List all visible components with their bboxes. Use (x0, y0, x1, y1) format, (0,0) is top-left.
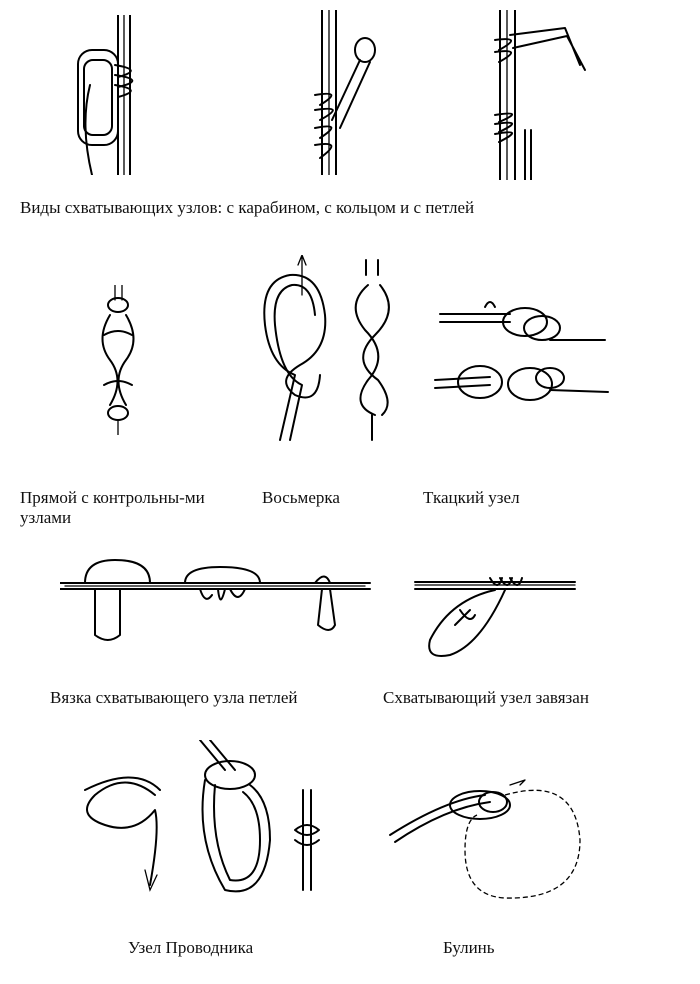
prusik-carabiner-illustration (70, 15, 160, 175)
guide-knot-illustration (65, 740, 345, 895)
tying-prusik-illustration (60, 555, 380, 645)
weaver-knot-illustration (430, 292, 610, 422)
caption-tying-prusik: Вязка схватывающего узла петлей (50, 688, 298, 707)
caption-weaver-knot: Ткацкий узел (423, 488, 520, 507)
caption-prusik-types: Виды схватывающих узлов: с карабином, с кольцом и с петлей (20, 198, 475, 217)
prusik-tied-illustration (410, 570, 580, 670)
prusik-ring-illustration (300, 10, 400, 175)
caption-prusik-tied: Схватывающий узел завязан (383, 688, 589, 707)
square-knot-illustration (90, 285, 150, 435)
prusik-loop-illustration (485, 10, 595, 180)
caption-bowline: Булинь (443, 938, 495, 957)
caption-guide-knot: Узел Проводника (128, 938, 254, 957)
bowline-illustration (385, 770, 585, 910)
caption-figure-eight: Восьмерка (262, 488, 340, 507)
caption-square-knot: Прямой с контрольны-ми узлами (20, 488, 205, 527)
figure-eight-illustration (240, 255, 420, 445)
